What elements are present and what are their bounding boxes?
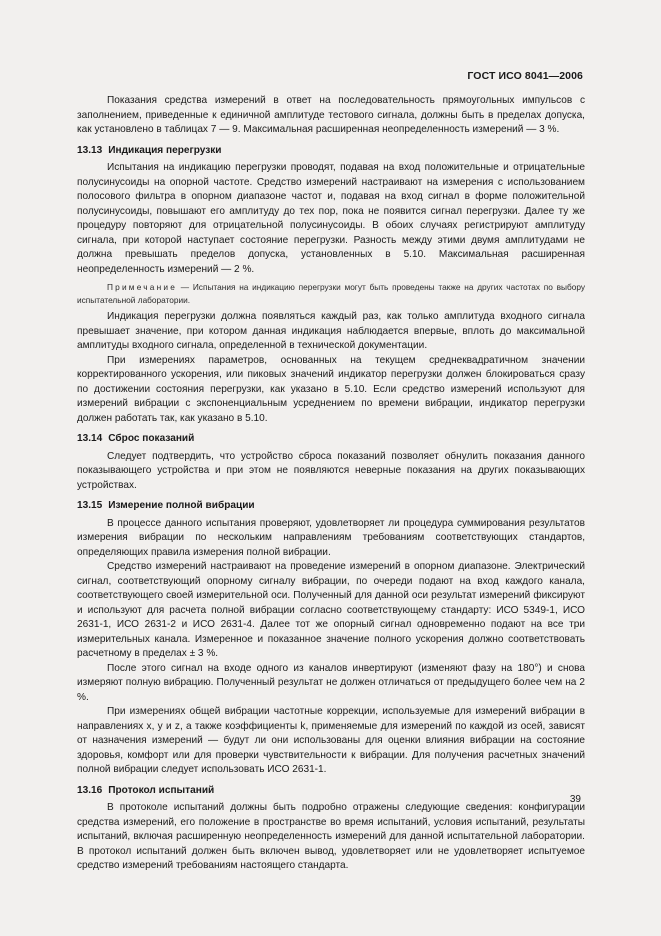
- paragraph: В протоколе испытаний должны быть подробно отражены следующие сведения: конфигурации средства измерений, его положение в пространстве во время испытаний, условия испытаний, результаты испытаний, включая расширенную неопределенность измерений для данной испытательной лаборатории. В протокол испытаний должен быть включен вывод, удовлетворяет или не удовлетворяет испытуемое средство измерений требованиям настоящего стандарта.: [77, 802, 585, 871]
- section-13-13-heading: [77, 144, 585, 159]
- note-label: Примечание: [107, 282, 178, 292]
- paragraph: При измерениях общей вибрации частотные коррекции, используемые для измерений вибрации в направлениях x, y и z, а также коэффициенты k, применяемые для измерений по каждой из осей, зависят от назначения измерений — будут ли они использованы для оценки влияния вибрации на состояние здоровья, комфорт или для проверки чувствительности к вибрации. Для получения расчетных значений полной вибрации следует использовать ИСО 2631-1.: [77, 706, 585, 775]
- paragraph: В процессе данного испытания проверяют, удовлетворяет ли процедура суммирования результатов измерения вибрации по нескольким направлениям требованиям соответствующих стандартов, определяющих правила измерения полной вибрации.: [77, 517, 585, 558]
- paragraph: После этого сигнал на входе одного из каналов инвертируют (изменяют фазу на 180°) и снова измеряют полную вибрацию. Полученный результат не должен отличаться от предыдущего более чем на 2 %.: [77, 662, 585, 703]
- section-13-16-heading: [77, 784, 585, 799]
- section-title: Сброс показаний: [108, 433, 195, 444]
- section-13-15-heading: [77, 499, 585, 514]
- note: [77, 281, 585, 306]
- paragraph: Средство измерений настраивают на проведение измерений в опорном диапазоне. Электрический сигнал, соответствующий опорному сигналу вибрации, по очереди подают на вход каждого канала, соответствующего своей измерительной оси. Полученный для данной оси результат измерений фиксируют и используют для расчета полной вибрации согласно соответствующему стандарту: ИСО 5349-1, ИСО 2631-1, ИСО 2631-2 и ИСО 2631-4. Далее тот же опорный сигнал одновременно подают на все три измерительных канала. Измеренное и показанное значение полного ускорения должно соответствовать расчетному в пределах ± 3 %.: [77, 561, 585, 659]
- section-title: Измерение полной вибрации: [108, 500, 255, 511]
- page-number: 39: [569, 794, 581, 805]
- paragraph: Следует подтвердить, что устройство сброса показаний позволяет обнулить показания данного показывающего устройства и при этом не появляются неверные показания на других показывающих устройствах.: [77, 450, 585, 491]
- section-13-14-heading: [77, 432, 585, 447]
- section-number: 13.15: [77, 500, 103, 511]
- intro-paragraph: Показания средства измерений в ответ на последовательность прямоугольных импульсов с заполнением, приведенные к единичной амплитуде тестового сигнала, должны быть в пределах допуска, как установлено в таблицах 7 — 9. Максимальная расширенная неопределенность измерений — 3 %.: [77, 95, 585, 135]
- paragraph: Испытания на индикацию перегрузки проводят, подавая на вход положительные и отрицательные полусинусоиды на опорной частоте. Средство измерений настраивают на измерения с использованием полосового фильтра в опорном диапазоне частот и, подавая на вход сигнал в форме положительной полусинусоиды, повышают его амплитуду до тех пор, пока не появится сигнал перегрузки. Далее ту же процедуру повторяют для отрицательной полусинусоиды. В обоих случаях регистрируют амплитуду сигнала, при которой наступает состояние перегрузки. Разность между этими двумя амплитудами не должна превышать пределов допуска, установленных в 5.10. Максимальная расширенная неопределенность измерений — 2 %.: [77, 162, 585, 275]
- section-title: Протокол испытаний: [108, 784, 215, 796]
- section-number: 13.16: [77, 784, 103, 796]
- section-number: 13.13: [77, 144, 103, 156]
- section-number: 13.14: [77, 433, 103, 444]
- page-content: [77, 94, 585, 874]
- note-text: — Испытания на индикацию перегрузки могут быть проведены также на других частотах по выбору испытательной лаборатории.: [77, 282, 585, 305]
- section-title: Индикация перегрузки: [108, 144, 222, 156]
- paragraph: При измерениях параметров, основанных на текущем среднеквадратичном значении корректированного ускорения, или пиковых значений индикатор перегрузки должен блокироваться сразу по достижении состояния перегрузки, как указано в 5.10. Если средство измерений используют для измерений вибрации с экспоненциальным усреднением по времени вибрации, индикатор перегрузки должен работать так, как указано в 5.10.: [77, 354, 585, 424]
- paragraph: Индикация перегрузки должна появляться каждый раз, как только амплитуда входного сигнала превышает значение, при котором данная индикация наблюдается впервые, вплоть до максимальной амплитуды входного сигнала, определенной в технической документации.: [77, 311, 585, 351]
- document-header: ГОСТ ИСО 8041—2006: [467, 70, 583, 82]
